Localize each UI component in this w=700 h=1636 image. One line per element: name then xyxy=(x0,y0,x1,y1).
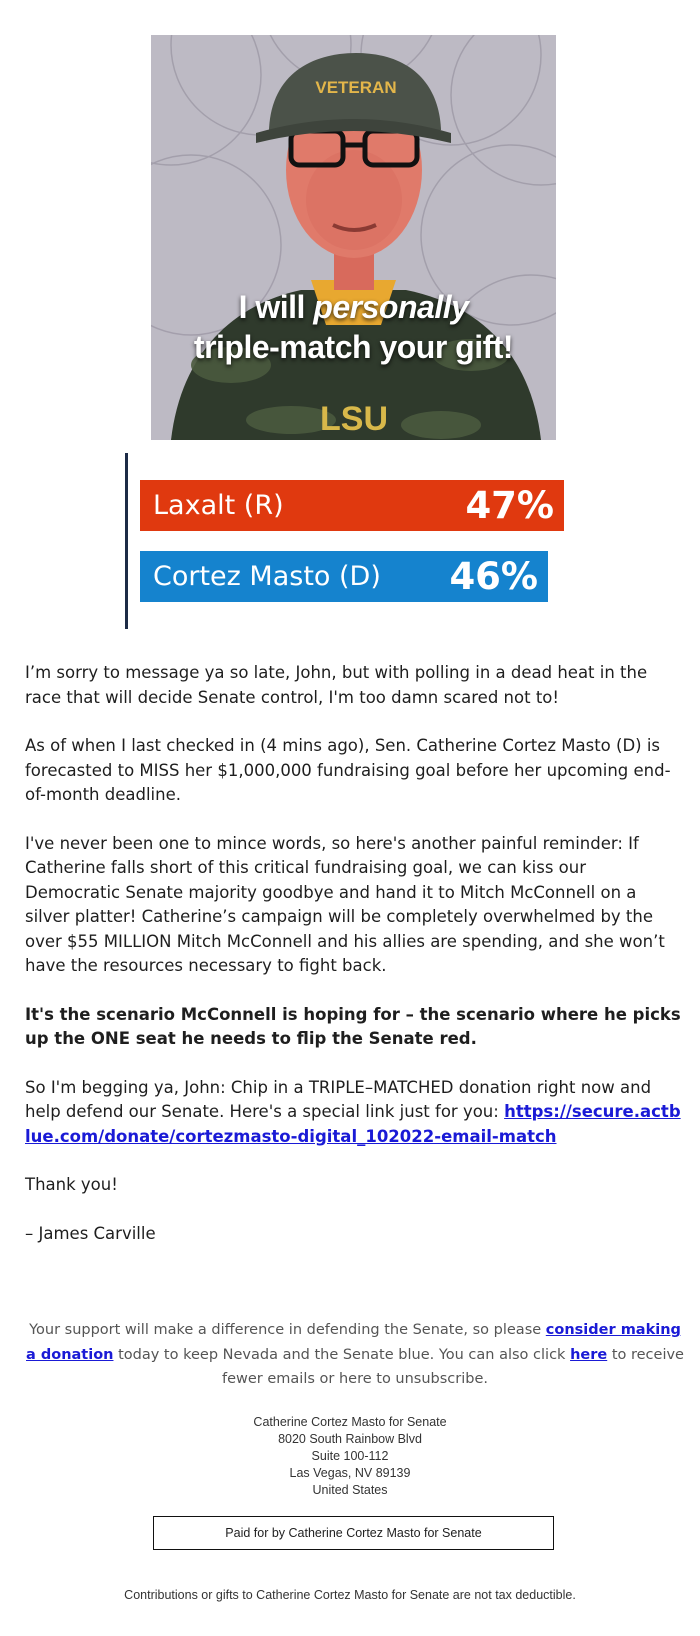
paragraph-intro: I’m sorry to message ya so late, John, but with polling in a dead heat in the race that will decide Senate control, I'm too damn scared not to! xyxy=(25,663,648,707)
paid-for-disclaimer: Paid for by Catherine Cortez Masto for Senate xyxy=(153,1516,554,1550)
poll-chart xyxy=(125,453,588,629)
svg-text:VETERAN: VETERAN xyxy=(315,78,397,97)
paragraph-forecast: As of when I last checked in (4 mins ago), Sen. Catherine Cortez Masto (D) is forecasted to MISS her $1,000,000 fundraising goal before her upcoming end-of-month deadline. xyxy=(25,736,671,804)
mailing-address: Catherine Cortez Masto for Senate 8020 South Rainbow Blvd Suite 100-112 Las Vegas, NV 89139 United States xyxy=(253,1415,447,1497)
poll-bar-laxalt xyxy=(140,480,564,531)
fewer-emails-link[interactable]: here xyxy=(570,1346,608,1363)
email-body xyxy=(25,661,685,1270)
thank-you: Thank you! xyxy=(25,1175,118,1194)
poll-candidate-name: Laxalt (R) xyxy=(153,490,284,521)
donate-link[interactable]: https://secure.actblue.com/donate/cortezmasto-digital_102022-email-match xyxy=(25,1102,681,1146)
poll-candidate-name: Cortez Masto (D) xyxy=(153,561,381,592)
consider-donation-link[interactable]: consider making a donation xyxy=(26,1322,681,1363)
poll-bar-cortez-masto xyxy=(140,551,548,602)
hero-caption: I will personally triple-match your gift! xyxy=(193,289,514,365)
hero-image[interactable] xyxy=(151,35,556,440)
footer-note: Your support will make a difference in defending the Senate, so please consider making a donation today to keep Nevada and the Senate blue. You can also click here to receive fewer emails or here to unsubscribe. xyxy=(26,1322,684,1387)
portrait-illustration xyxy=(151,35,556,440)
tax-disclaimer: Contributions or gifts to Catherine Cortez Masto for Senate are not tax deductible. xyxy=(124,1588,576,1602)
paragraph-scenario: It's the scenario McConnell is hoping for – the scenario where he picks up the ONE seat he needs to flip the Senate red. xyxy=(25,1004,681,1048)
poll-percent: 46% xyxy=(449,555,538,598)
poll-percent: 47% xyxy=(465,484,554,527)
signature: – James Carville xyxy=(25,1223,156,1243)
paragraph-reminder: I've never been one to mince words, so here's another painful reminder: If Catherine falls short of this critical fundraising goal, we can kiss our Democratic Senate majority goodbye and hand it to Mitch McConnell on a silver platter! Catherine’s campaign will be completely overwhelmed by the over $55 MILLION Mitch McConnell and his allies are spending, and she won’t have the resources necessary to fight back. xyxy=(25,833,665,975)
svg-text:LSU: LSU xyxy=(320,400,388,438)
paragraph-ask: So I'm begging ya, John: Chip in a TRIPLE–MATCHED donation right now and help defend our Senate. Here's a special link just for you: https://secure.actblue.com/donate/cortezmasto-digital_102022-email-match xyxy=(25,1077,681,1146)
